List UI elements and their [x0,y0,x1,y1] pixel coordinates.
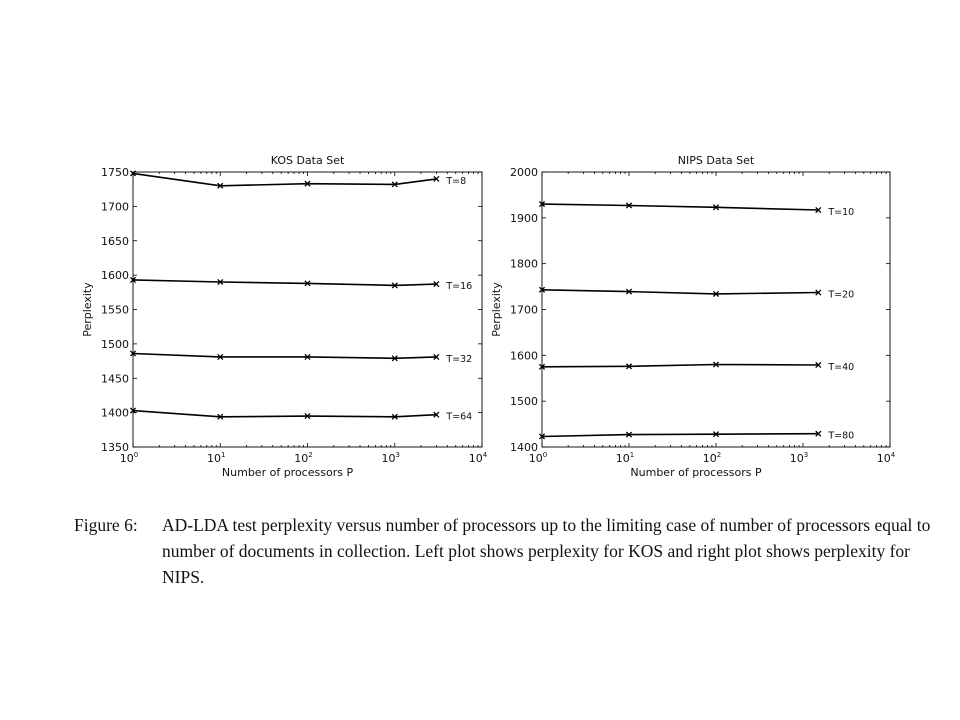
series-label: T=32 [446,353,473,365]
x-tick-label: $10^0$ [119,451,139,465]
series-label: T=20 [828,289,855,301]
series-line-t10 [542,204,818,210]
y-tick-label: 1400 [510,441,538,454]
series-line-t16 [133,280,436,286]
caption-label: Figure 6: [74,515,138,535]
series-label: T=10 [828,207,855,219]
series-label: T=40 [828,361,855,373]
y-tick-label: 1450 [101,372,129,386]
series-line-t20 [542,290,818,294]
y-tick-label: 1700 [101,200,129,214]
y-tick-label: 1500 [510,395,538,409]
x-tick-exponent: 4 [482,451,488,459]
y-tick-label: 1600 [101,269,129,283]
x-tick-label: $10^4$ [876,451,896,465]
x-tick-exponent: 0 [542,451,548,459]
y-tick-label: 1350 [101,441,129,454]
y-tick-label: 1900 [510,211,538,225]
y-tick-label: 2000 [510,166,538,179]
x-tick-exponent: 1 [221,451,226,459]
x-tick-label: $10^1$ [207,451,226,465]
y-axis-label: Perplexity [490,282,503,337]
series-label: T=8 [446,175,467,187]
figure-caption [74,512,934,590]
x-axis-label: Number of processors P [221,466,354,479]
plot-kos [81,154,488,479]
y-tick-label: 1800 [510,257,538,271]
y-tick-label: 1600 [510,349,538,363]
chart-title: NIPS Data Set [677,154,755,167]
series-line-t80 [542,434,818,437]
x-tick-label: $10^2$ [294,451,313,465]
y-axis-label: Perplexity [81,282,94,337]
y-tick-label: 1500 [101,337,129,351]
series-line-t32 [133,354,436,359]
series-line-t64 [133,411,436,417]
x-tick-exponent: 0 [133,451,139,459]
series-label: T=16 [446,281,473,293]
y-tick-label: 1550 [101,303,129,317]
x-tick-label: $10^3$ [789,451,809,465]
y-tick-label: 1700 [510,303,538,317]
x-tick-label: $10^4$ [468,451,488,465]
x-tick-exponent: 3 [395,451,400,459]
x-tick-label: $10^2$ [702,451,722,465]
plot-nips [490,154,896,479]
y-tick-label: 1750 [101,166,129,179]
plot-frame [133,172,482,447]
x-tick-label: $10^0$ [528,451,548,465]
y-tick-label: 1400 [101,406,129,420]
series-line-t8 [133,173,436,185]
series-line-t40 [542,365,818,367]
x-tick-exponent: 1 [629,451,635,459]
series-label: T=64 [446,411,473,423]
caption-text: AD-LDA test perplexity versus number of processors up to the limiting case of number of processors equal to number of documents in collection. Left plot shows perplexity for KOS and right plot shows perplexity for NIPS. [162,515,931,587]
x-axis-label: Number of processors P [630,466,762,479]
x-tick-exponent: 2 [716,451,722,459]
x-tick-exponent: 3 [803,451,809,459]
x-tick-exponent: 2 [308,451,313,459]
y-tick-label: 1650 [101,234,129,248]
series-label: T=80 [828,430,855,442]
chart-title: KOS Data Set [270,154,345,167]
x-tick-label: $10^1$ [615,451,635,465]
x-tick-label: $10^3$ [381,451,400,465]
x-tick-exponent: 4 [890,451,896,459]
